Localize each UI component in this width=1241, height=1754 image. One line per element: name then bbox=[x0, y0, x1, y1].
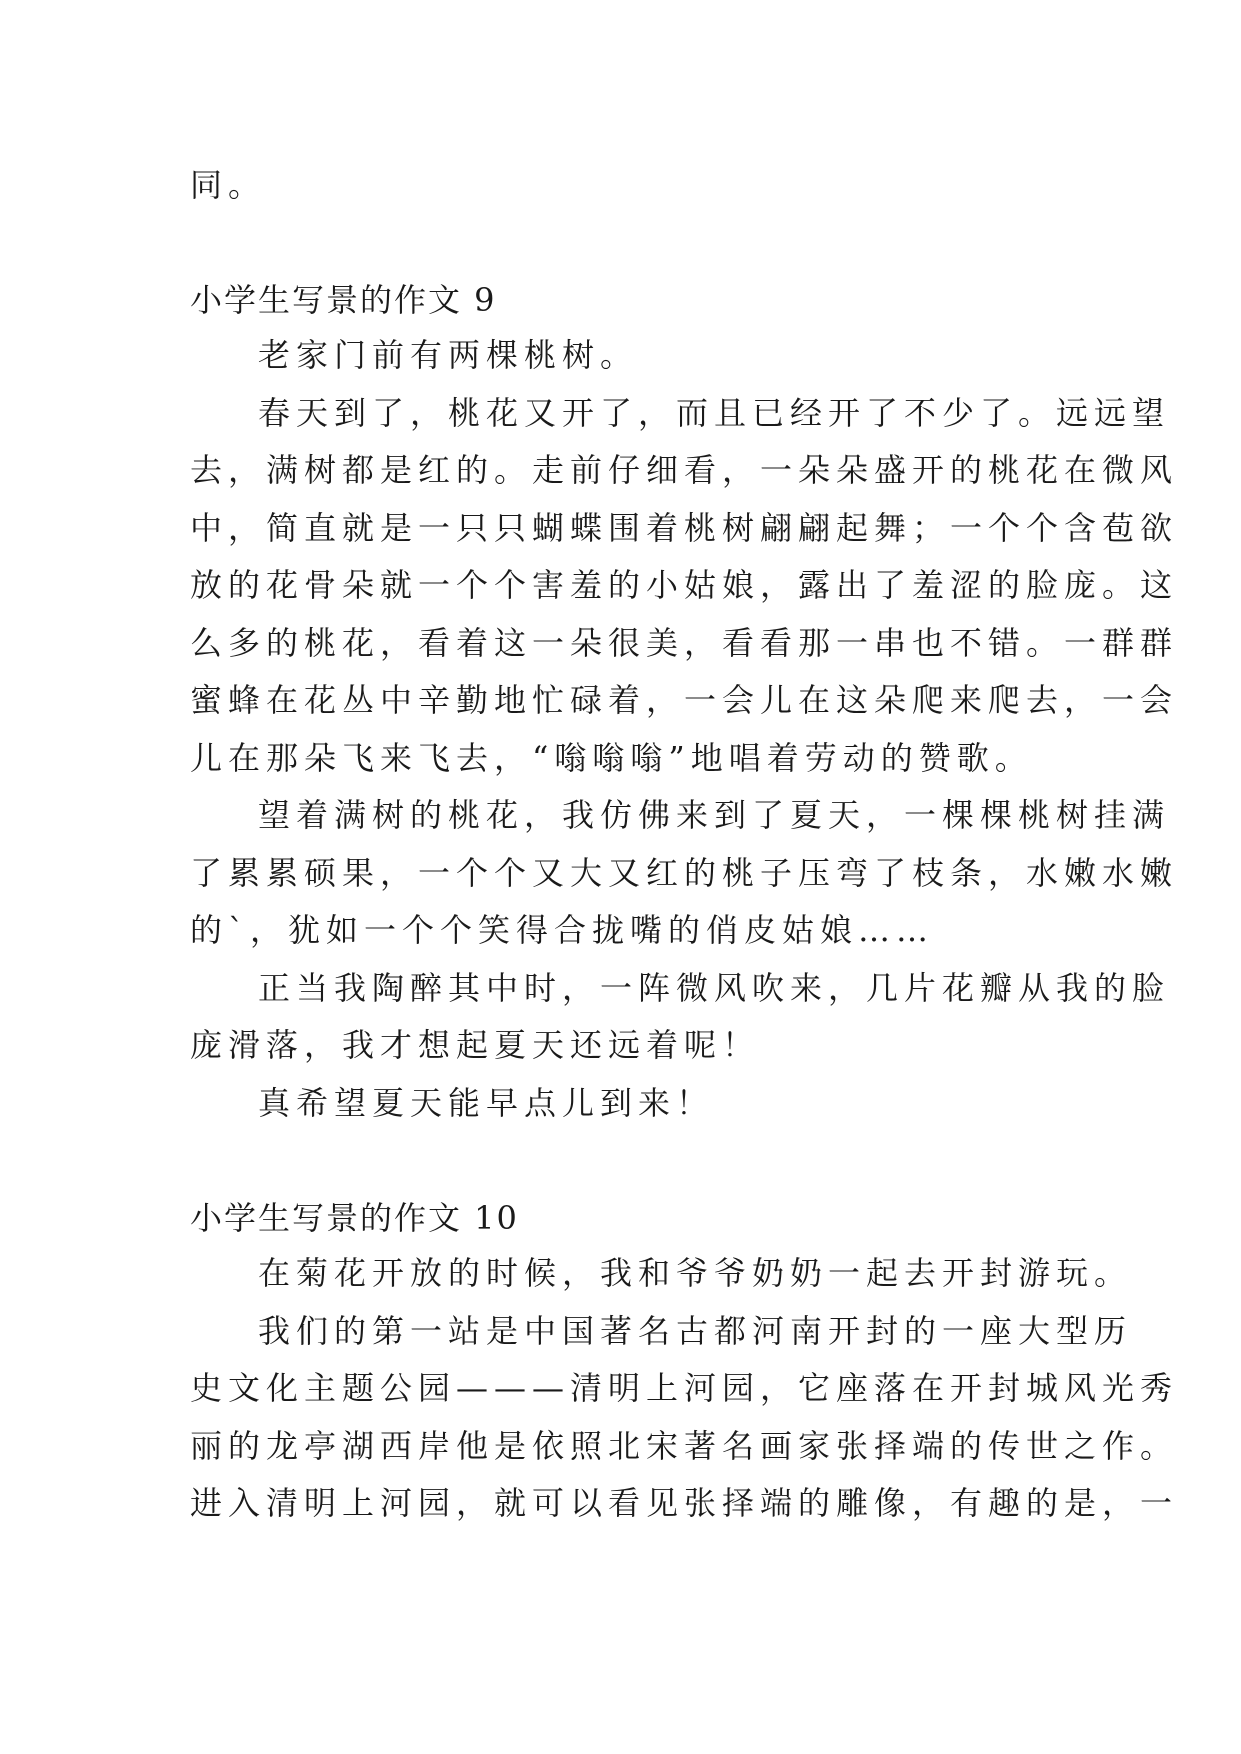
essay-9-line: 么多的桃花，看着这一朵很美，看看那一串也不错。一群群 bbox=[190, 624, 1179, 662]
essay-9-line: 了累累硕果，一个个又大又红的桃子压弯了枝条，水嫩水嫩 bbox=[190, 854, 1179, 892]
essay-9-line: 儿在那朵飞来飞去，“嗡嗡嗡”地唱着劳动的赞歌。 bbox=[190, 739, 1033, 777]
essay-9-line: 老家门前有两棵桃树。 bbox=[258, 336, 639, 374]
essay-9-line: 望着满树的桃花，我仿佛来到了夏天，一棵棵桃树挂满 bbox=[258, 796, 1171, 834]
essay-9-line: 中，简直就是一只只蝴蝶围着桃树翩翩起舞；一个个含苞欲 bbox=[190, 509, 1179, 547]
essay-10-line: 丽的龙亭湖西岸他是依照北宋著名画家张择端的传世之作。 bbox=[190, 1427, 1179, 1465]
essay-9-line: 正当我陶醉其中时，一阵微风吹来，几片花瓣从我的脸 bbox=[258, 969, 1171, 1007]
essay-10-line: 进入清明上河园，就可以看见张择端的雕像，有趣的是，一 bbox=[190, 1484, 1179, 1522]
essay-9-line: 真希望夏天能早点儿到来！ bbox=[258, 1084, 715, 1122]
essay-10-line: 史文化主题公园———清明上河园，它座落在开封城风光秀 bbox=[190, 1369, 1179, 1407]
essay-9-line: 去，满树都是红的。走前仔细看，一朵朵盛开的桃花在微风 bbox=[190, 451, 1179, 489]
fragment-line: 同。 bbox=[190, 166, 267, 204]
essay-10-line: 我们的第一站是中国著名古都河南开封的一座大型历 bbox=[258, 1312, 1133, 1350]
essay-9-title: 小学生写景的作文 9 bbox=[190, 281, 497, 319]
essay-9-line: 放的花骨朵就一个个害羞的小姑娘，露出了羞涩的脸庞。这 bbox=[190, 566, 1179, 604]
essay-10-line: 在菊花开放的时候，我和爷爷奶奶一起去开封游玩。 bbox=[258, 1254, 1133, 1292]
essay-10-title: 小学生写景的作文 10 bbox=[190, 1199, 519, 1237]
essay-9-line: 庞滑落，我才想起夏天还远着呢！ bbox=[190, 1026, 761, 1064]
essay-9-line: 春天到了，桃花又开了，而且已经开了不少了。远远望 bbox=[258, 394, 1171, 432]
essay-9-line: 的`，犹如一个个笑得合拢嘴的俏皮姑娘…… bbox=[190, 911, 935, 949]
essay-9-line: 蜜蜂在花丛中辛勤地忙碌着，一会儿在这朵爬来爬去，一会 bbox=[190, 681, 1179, 719]
